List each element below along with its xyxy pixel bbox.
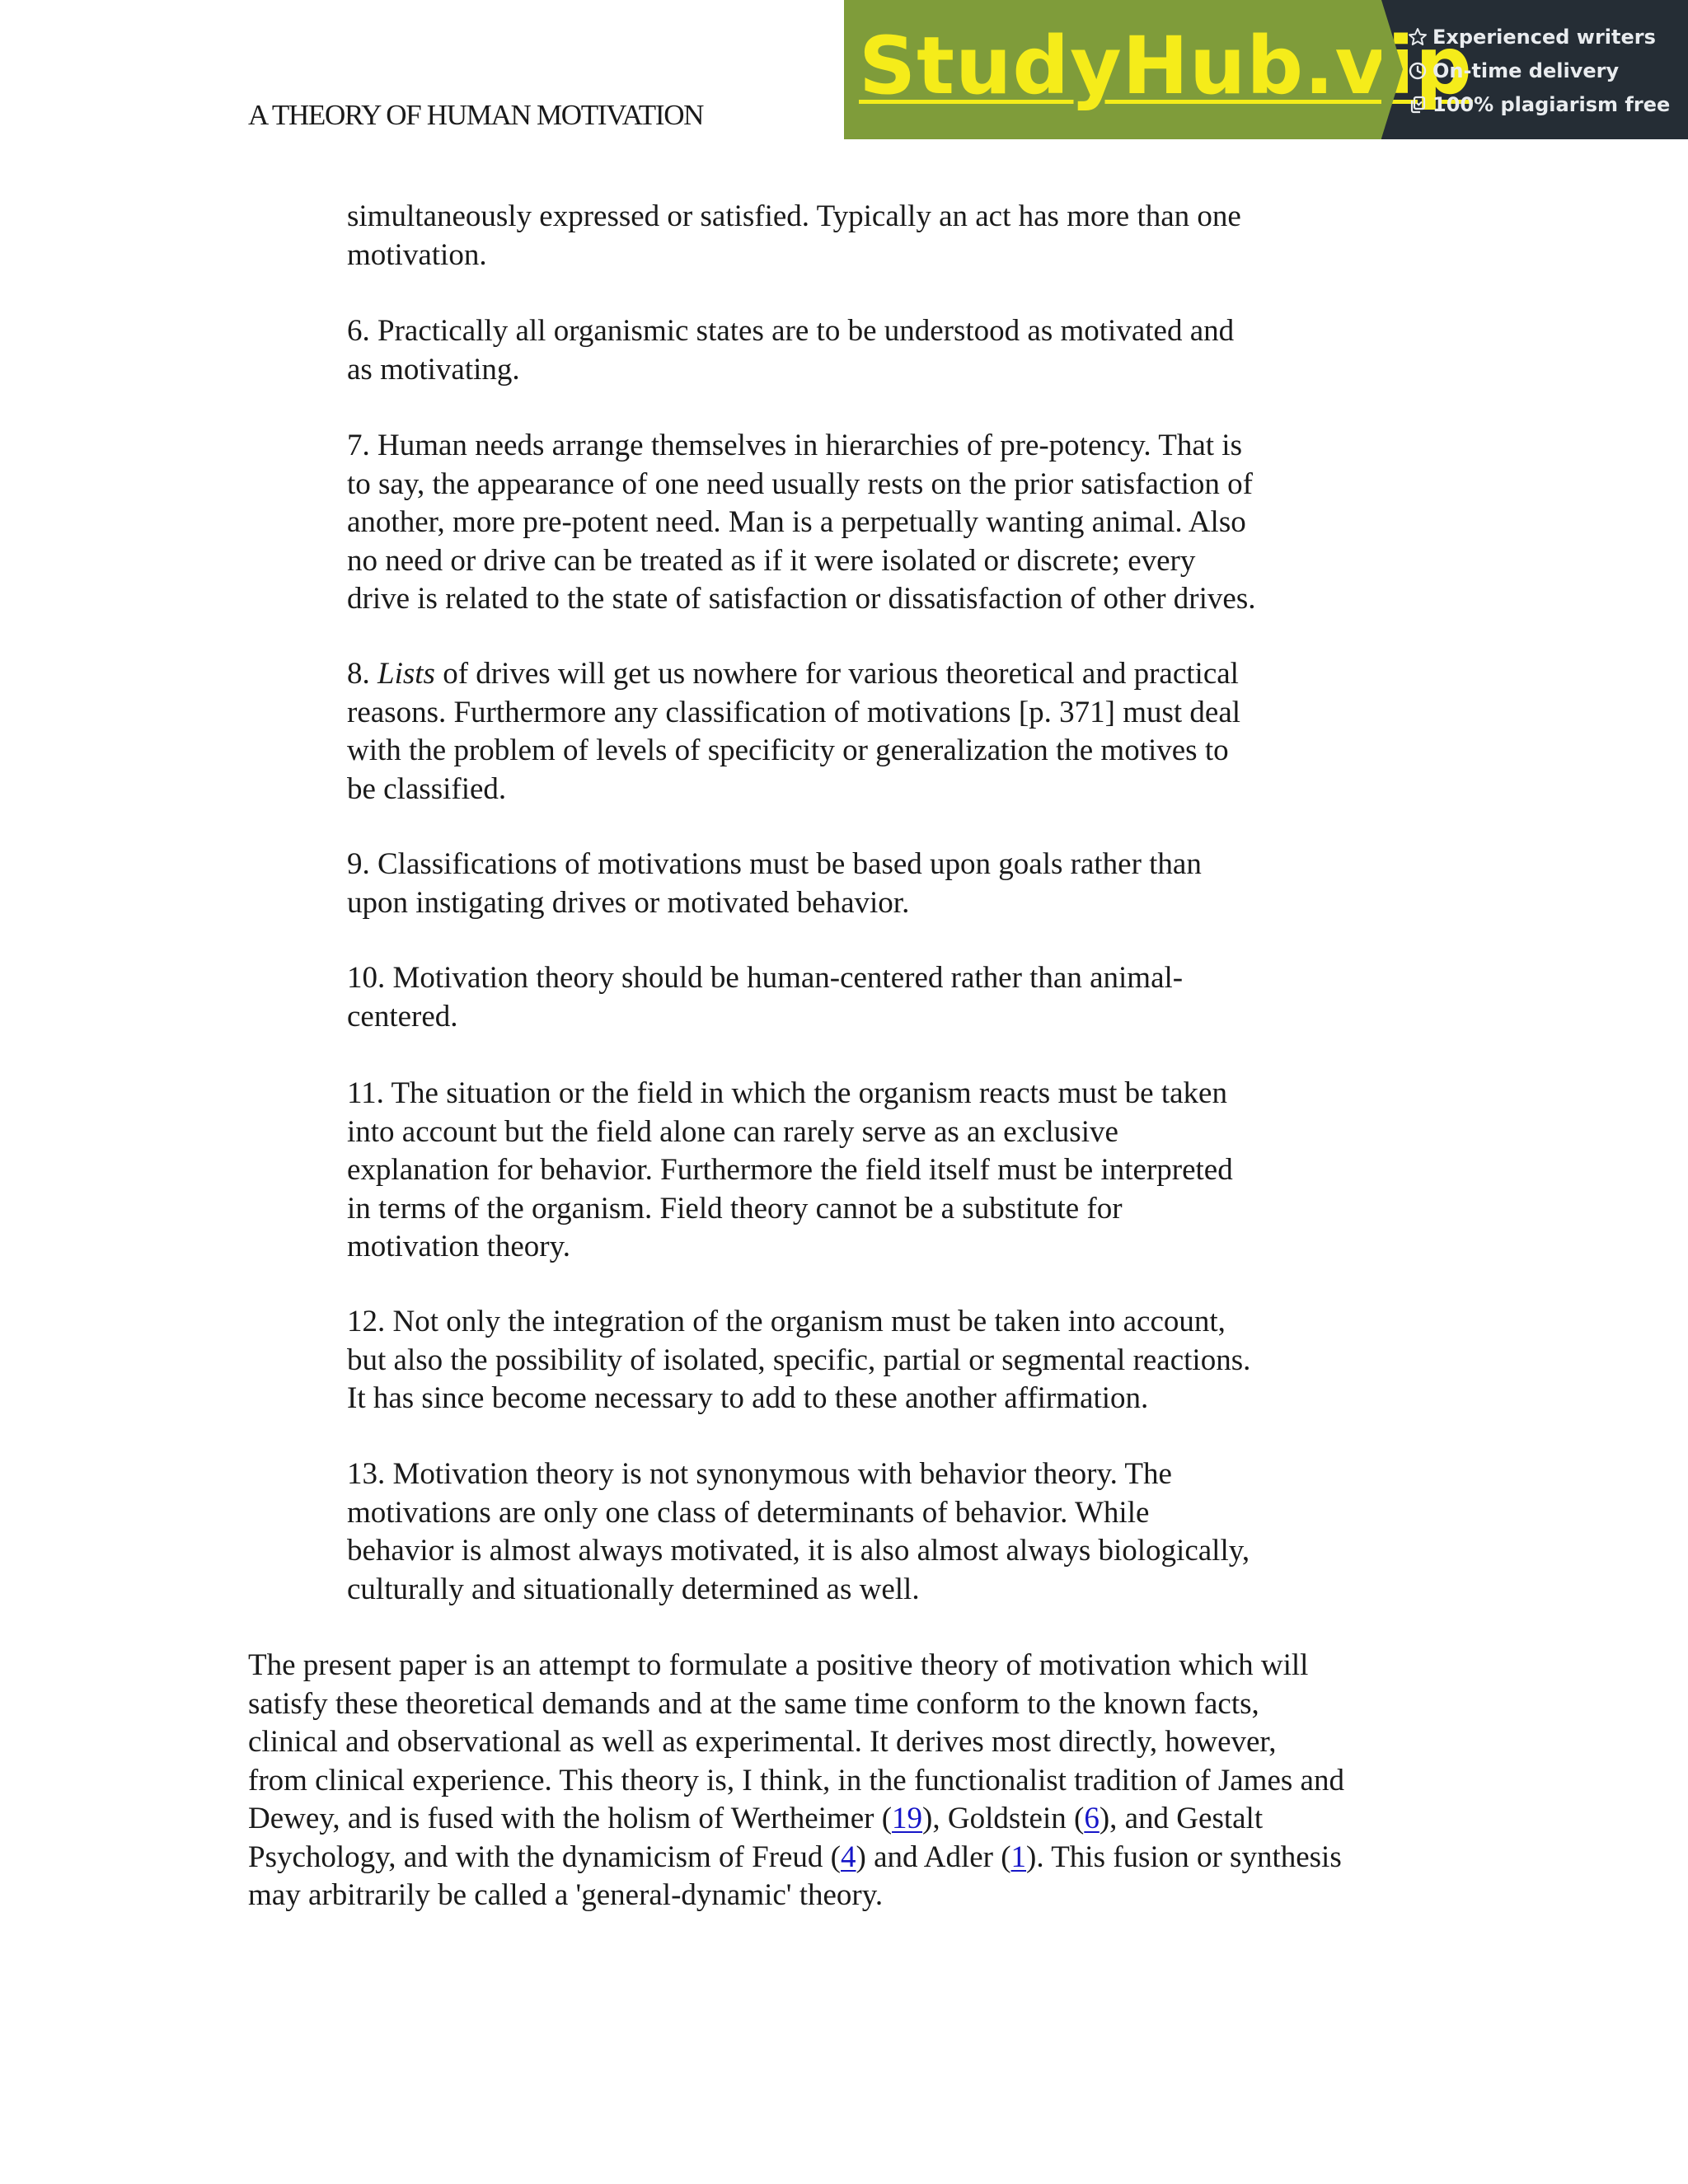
text-line: behavior is almost always motivated, it is also almost always biologically,	[347, 1534, 1250, 1568]
copy-icon	[1408, 95, 1428, 115]
line-rest: of drives will get us nowhere for various theoretical and practical	[434, 657, 1239, 691]
text-line	[248, 1839, 1344, 1877]
line-part: Psychology, and with the dynamicism of Freud (	[248, 1840, 842, 1874]
text-line: motivation theory.	[347, 1230, 570, 1263]
paragraph-8	[347, 655, 1240, 808]
perk-item	[1408, 54, 1670, 87]
item-number: 8.	[347, 657, 377, 691]
paragraph-10	[347, 959, 1183, 1036]
text-line: 7. Human needs arrange themselves in hierarchies of pre-potency. That is	[347, 429, 1242, 462]
text-line: another, more pre-potent need. Man is a perpetually wanting animal. Also	[347, 505, 1246, 539]
reference-link-4[interactable]: 4	[841, 1840, 856, 1874]
text-line	[248, 1800, 1344, 1839]
running-head: A THEORY OF HUMAN MOTIVATION	[248, 99, 704, 131]
paragraph-6	[347, 312, 1234, 389]
italic-term: Lists	[377, 657, 435, 691]
text-line: culturally and situationally determined as well.	[347, 1572, 920, 1606]
reference-link-19[interactable]: 19	[892, 1802, 923, 1835]
text-line	[347, 655, 1240, 694]
text-line: clinical and observational as well as experimental. It derives most directly, however,	[248, 1725, 1277, 1759]
text-line: drive is related to the state of satisfaction or dissatisfaction of other drives.	[347, 582, 1256, 616]
text-line: satisfy these theoretical demands and at the same time conform to the known facts,	[248, 1686, 1259, 1721]
text-line: in terms of the organism. Field theory cannot be a substitute for	[347, 1191, 1123, 1226]
text-line: upon instigating drives or motivated behavior.	[347, 885, 910, 920]
text-line: simultaneously expressed or satisfied. Typically an act has more than one	[347, 199, 1241, 233]
text-line: It has since become necessary to add to these another affirmation.	[347, 1381, 1149, 1415]
text-line: 11. The situation or the field in which the organism reacts must be taken	[347, 1076, 1227, 1110]
text-line: explanation for behavior. Furthermore the field itself must be interpreted	[347, 1153, 1233, 1187]
text-line: centered.	[347, 999, 458, 1033]
paragraph-13	[347, 1455, 1250, 1609]
text-line: 13. Motivation theory is not synonymous with behavior theory. The	[347, 1457, 1172, 1491]
text-line: 12. Not only the integration of the organism must be taken into account,	[347, 1305, 1226, 1338]
brand-arrow	[1381, 0, 1403, 138]
line-part: ), and Gestalt	[1099, 1802, 1264, 1835]
brand-logo[interactable]: StudyHub.vip	[859, 20, 1473, 112]
text-line: The present paper is an attempt to formulate a positive theory of motivation which will	[248, 1648, 1309, 1682]
paragraph-9	[347, 846, 1202, 922]
text-line: motivation.	[347, 237, 487, 272]
text-line: 9. Classifications of motivations must be based upon goals rather than	[347, 847, 1202, 881]
text-line: no need or drive can be treated as if it were isolated or discrete; every	[347, 543, 1196, 578]
perk-label: Experienced writers	[1432, 25, 1656, 49]
text-line: 6. Practically all organismic states are to be understood as motivated and	[347, 314, 1235, 348]
perk-label: 100% plagiarism free	[1432, 92, 1671, 116]
studyhub-banner[interactable]	[844, 0, 1688, 139]
text-line: with the problem of levels of specificity or generalization the motives to	[347, 733, 1229, 767]
text-line: may arbitrarily be called a 'general-dynamic' theory.	[248, 1878, 884, 1912]
text-line: as motivating.	[347, 352, 520, 387]
clock-icon	[1408, 61, 1428, 81]
text-line: 10. Motivation theory should be human-centered rather than animal-	[347, 961, 1184, 995]
perk-item	[1408, 87, 1670, 121]
perk-list	[1408, 20, 1670, 121]
line-part: ). This fusion or synthesis	[1026, 1840, 1342, 1874]
perk-label: On-time delivery	[1432, 59, 1620, 82]
text-line: into account but the field alone can rarely serve as an exclusive	[347, 1114, 1118, 1149]
paragraph-11	[347, 1075, 1233, 1267]
paragraph-continued	[347, 198, 1241, 274]
text-line: motivations are only one class of determinants of behavior. While	[347, 1495, 1150, 1530]
text-line: reasons. Furthermore any classification of motivations [p. 371] must deal	[347, 695, 1241, 729]
paragraph-12	[347, 1303, 1250, 1418]
perk-item	[1408, 20, 1670, 54]
text-line: but also the possibility of isolated, specific, partial or segmental reactions.	[347, 1343, 1251, 1377]
line-part: Dewey, and is fused with the holism of Wertheimer (	[248, 1802, 893, 1835]
line-part: ), Goldstein (	[922, 1802, 1085, 1835]
line-part: ) and Adler (	[856, 1840, 1011, 1874]
paragraph-7	[347, 427, 1255, 619]
text-line: to say, the appearance of one need usually rests on the prior satisfaction of	[347, 466, 1253, 501]
text-line: be classified.	[347, 771, 507, 806]
reference-link-1[interactable]: 1	[1010, 1840, 1027, 1874]
closing-paragraph	[248, 1647, 1344, 1915]
reference-link-6[interactable]: 6	[1084, 1802, 1100, 1835]
star-icon	[1408, 27, 1428, 47]
text-line: from clinical experience. This theory is, I think, in the functionalist tradition of James and	[248, 1763, 1344, 1797]
brand-panel	[844, 0, 1473, 139]
